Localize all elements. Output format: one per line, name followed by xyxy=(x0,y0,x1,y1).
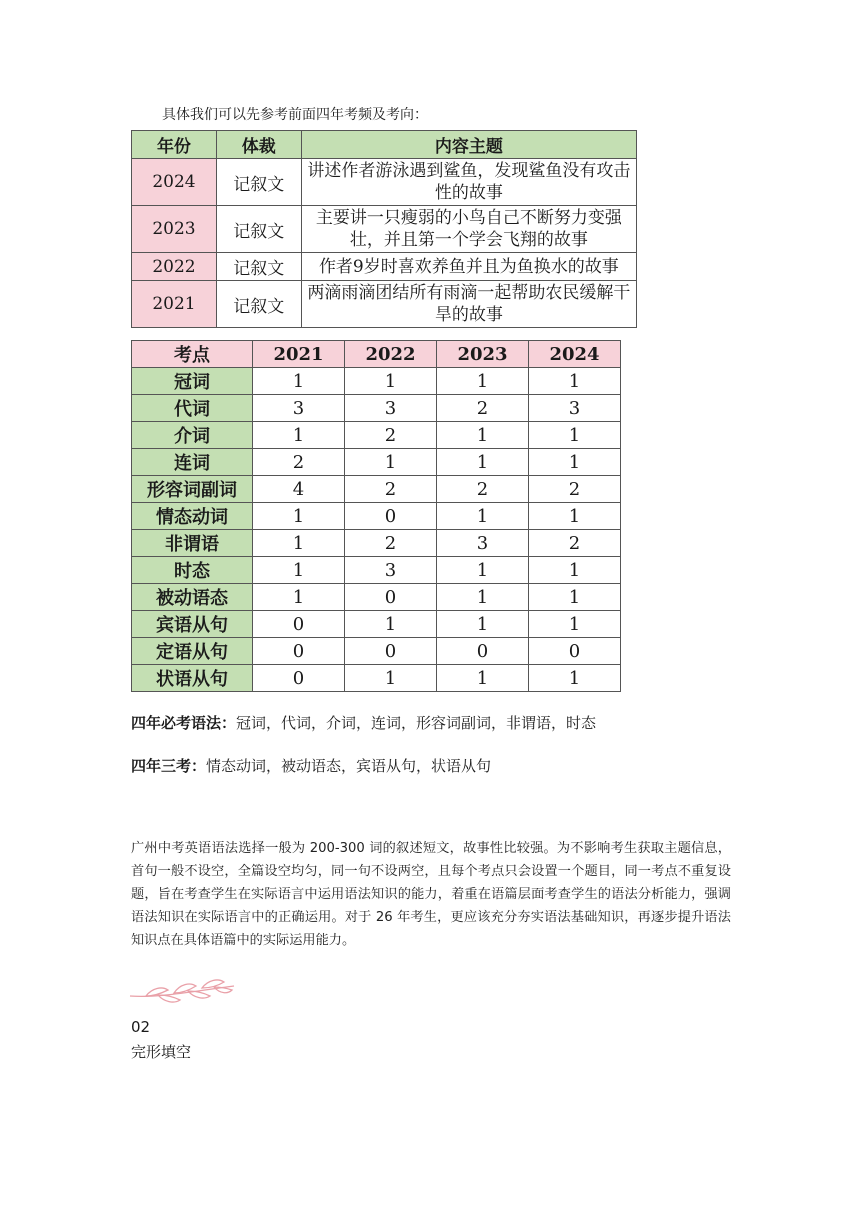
header-2021: 2021 xyxy=(253,341,345,368)
header-point: 考点 xyxy=(132,341,253,368)
count-cell: 0 xyxy=(253,611,345,638)
count-cell: 1 xyxy=(345,368,437,395)
count-cell: 0 xyxy=(529,638,621,665)
topic-table-header xyxy=(132,131,637,159)
year-cell: 2021 xyxy=(132,281,217,328)
count-cell: 3 xyxy=(345,557,437,584)
point-label: 代词 xyxy=(132,395,253,422)
table-row xyxy=(132,611,621,638)
genre-cell: 记叙文 xyxy=(216,206,301,253)
count-cell: 1 xyxy=(529,368,621,395)
count-cell: 1 xyxy=(253,557,345,584)
header-year: 年份 xyxy=(132,131,217,159)
must-test-text: 冠词，代词，介词，连词，形容词副词，非谓语，时态 xyxy=(236,714,597,732)
count-cell: 1 xyxy=(529,665,621,692)
count-cell: 1 xyxy=(437,611,529,638)
count-cell: 1 xyxy=(253,503,345,530)
year-cell: 2024 xyxy=(132,159,217,206)
count-cell: 0 xyxy=(345,503,437,530)
count-cell: 2 xyxy=(345,476,437,503)
point-label: 情态动词 xyxy=(132,503,253,530)
theme-cell: 两滴雨滴团结所有雨滴一起帮助农民缓解干旱的故事 xyxy=(301,281,636,328)
header-2022: 2022 xyxy=(345,341,437,368)
table-row xyxy=(132,449,621,476)
count-cell: 1 xyxy=(437,665,529,692)
count-cell: 2 xyxy=(529,476,621,503)
count-cell: 1 xyxy=(529,611,621,638)
table-row xyxy=(132,206,637,253)
count-cell: 1 xyxy=(345,449,437,476)
count-cell: 0 xyxy=(253,638,345,665)
table-row xyxy=(132,584,621,611)
three-test-label: 四年三考： xyxy=(131,757,207,775)
count-cell: 1 xyxy=(437,368,529,395)
point-label: 定语从句 xyxy=(132,638,253,665)
count-cell: 1 xyxy=(529,449,621,476)
table-row xyxy=(132,665,621,692)
topic-table xyxy=(131,130,637,328)
count-cell: 1 xyxy=(437,422,529,449)
must-test-label: 四年必考语法： xyxy=(131,714,237,732)
count-cell: 1 xyxy=(437,584,529,611)
count-cell: 1 xyxy=(253,422,345,449)
genre-cell: 记叙文 xyxy=(216,159,301,206)
count-cell: 2 xyxy=(253,449,345,476)
year-cell: 2023 xyxy=(132,206,217,253)
table-row xyxy=(132,159,637,206)
count-cell: 2 xyxy=(437,395,529,422)
table-row xyxy=(132,530,621,557)
theme-cell: 讲述作者游泳遇到鲨鱼，发现鲨鱼没有攻击性的故事 xyxy=(301,159,636,206)
year-cell: 2022 xyxy=(132,253,217,281)
point-label: 连词 xyxy=(132,449,253,476)
table-row xyxy=(132,368,621,395)
count-cell: 1 xyxy=(529,584,621,611)
table-row xyxy=(132,476,621,503)
header-genre: 体裁 xyxy=(216,131,301,159)
table-row xyxy=(132,281,637,328)
count-cell: 4 xyxy=(253,476,345,503)
point-label: 状语从句 xyxy=(132,665,253,692)
table-row xyxy=(132,253,637,281)
count-cell: 1 xyxy=(529,503,621,530)
theme-cell: 主要讲一只瘦弱的小鸟自己不断努力变强壮，并且第一个学会飞翔的故事 xyxy=(301,206,636,253)
table-row xyxy=(132,503,621,530)
three-test-line xyxy=(131,755,491,776)
count-cell: 2 xyxy=(437,476,529,503)
point-label: 被动语态 xyxy=(132,584,253,611)
count-cell: 1 xyxy=(253,584,345,611)
count-cell: 1 xyxy=(253,368,345,395)
table-row xyxy=(132,422,621,449)
analysis-paragraph: 广州中考英语语法选择一般为 200-300 词的叙述短文，故事性比较强。为不影响考生获取主题信息，首句一般不设空，全篇设空均匀，同一句不设两空，且每个考点只会设置一个题目，同一考点不重复设题，旨在考查学生在实际语言中运用语法知识的能力，着重在语篇层面考查学生的语法分析能力，强调语法知识在实际语言中的正确运用。对于 26 年考生，更应该充分夯实语法基础知识，再逐步提升语法知识点在具体语篇中的实际运用能力。 xyxy=(131,841,731,948)
table-row xyxy=(132,638,621,665)
point-label: 非谓语 xyxy=(132,530,253,557)
count-cell: 2 xyxy=(529,530,621,557)
count-cell: 1 xyxy=(345,611,437,638)
count-cell: 0 xyxy=(345,584,437,611)
genre-cell: 记叙文 xyxy=(216,253,301,281)
point-label: 冠词 xyxy=(132,368,253,395)
count-cell: 3 xyxy=(345,395,437,422)
point-label: 介词 xyxy=(132,422,253,449)
point-label: 宾语从句 xyxy=(132,611,253,638)
header-2023: 2023 xyxy=(437,341,529,368)
point-label: 时态 xyxy=(132,557,253,584)
count-cell: 2 xyxy=(345,530,437,557)
count-cell: 1 xyxy=(529,557,621,584)
count-cell: 1 xyxy=(437,557,529,584)
table-row xyxy=(132,557,621,584)
count-cell: 2 xyxy=(345,422,437,449)
count-cell: 1 xyxy=(529,422,621,449)
header-2024: 2024 xyxy=(529,341,621,368)
count-cell: 3 xyxy=(437,530,529,557)
count-cell: 0 xyxy=(437,638,529,665)
section-title: 完形填空 xyxy=(131,1043,192,1061)
frequency-table xyxy=(131,340,621,692)
header-theme: 内容主题 xyxy=(301,131,636,159)
three-test-text: 情态动词，被动语态，宾语从句，状语从句 xyxy=(206,757,492,775)
count-cell: 1 xyxy=(253,530,345,557)
section-number: 02 xyxy=(131,1018,151,1036)
count-cell: 1 xyxy=(345,665,437,692)
count-cell: 3 xyxy=(529,395,621,422)
frequency-table-header xyxy=(132,341,621,368)
count-cell: 0 xyxy=(345,638,437,665)
leaf-ornament-icon xyxy=(128,972,238,1016)
theme-cell: 作者9岁时喜欢养鱼并且为鱼换水的故事 xyxy=(301,253,636,281)
genre-cell: 记叙文 xyxy=(216,281,301,328)
count-cell: 1 xyxy=(437,503,529,530)
point-label: 形容词副词 xyxy=(132,476,253,503)
intro-text: 具体我们可以先参考前面四年考频及考向： xyxy=(162,107,428,123)
table-row xyxy=(132,395,621,422)
must-test-line xyxy=(131,712,596,733)
count-cell: 1 xyxy=(437,449,529,476)
count-cell: 3 xyxy=(253,395,345,422)
count-cell: 0 xyxy=(253,665,345,692)
